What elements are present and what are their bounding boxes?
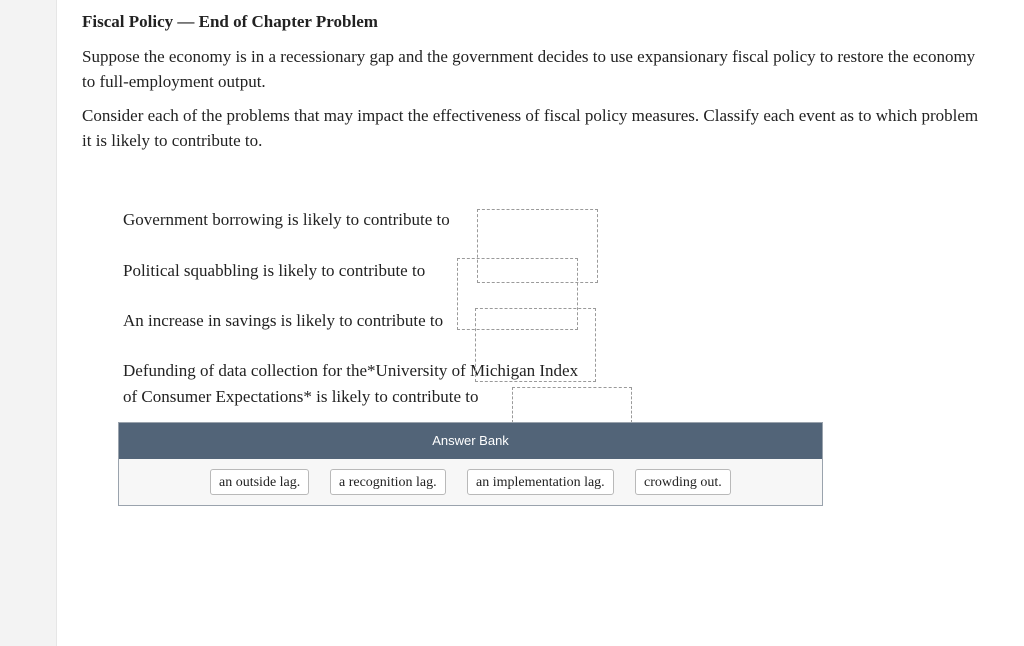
problem-intro: Suppose the economy is in a recessionary gap and the government decides to use expansionary fiscal policy to restore the economy to full-employment output. xyxy=(82,47,976,91)
dropzone-defunding-data[interactable] xyxy=(512,387,632,423)
problem-content xyxy=(82,10,982,162)
problem-title: Fiscal Policy — End of Chapter Problem xyxy=(82,12,378,31)
answer-chip-crowding-out[interactable]: crowding out. xyxy=(635,469,731,495)
question-government-borrowing: Government borrowing is likely to contribute to xyxy=(123,210,450,229)
answer-bank-header: Answer Bank xyxy=(119,423,822,459)
answer-bank xyxy=(118,422,823,506)
answer-chip-outside-lag[interactable]: an outside lag. xyxy=(210,469,309,495)
dropzone-increase-in-savings[interactable] xyxy=(475,308,596,382)
question-political-squabbling: Political squabbling is likely to contribute to xyxy=(123,261,426,280)
problem-instructions: Consider each of the problems that may impact the effectiveness of fiscal policy measures. Classify each event as to which problem it is likely to contribute to. xyxy=(82,106,979,150)
question-defunding-data-line2: of Consumer Expectations* is likely to contribute to xyxy=(123,387,479,406)
question-increase-in-savings: An increase in savings is likely to contribute to xyxy=(123,311,444,330)
answer-chip-implementation-lag[interactable]: an implementation lag. xyxy=(467,469,614,495)
left-sidebar-gutter xyxy=(0,0,57,646)
question-defunding-data-line1: Defunding of data collection for the*University of Michigan Index xyxy=(123,361,579,380)
answer-chip-recognition-lag[interactable]: a recognition lag. xyxy=(330,469,446,495)
